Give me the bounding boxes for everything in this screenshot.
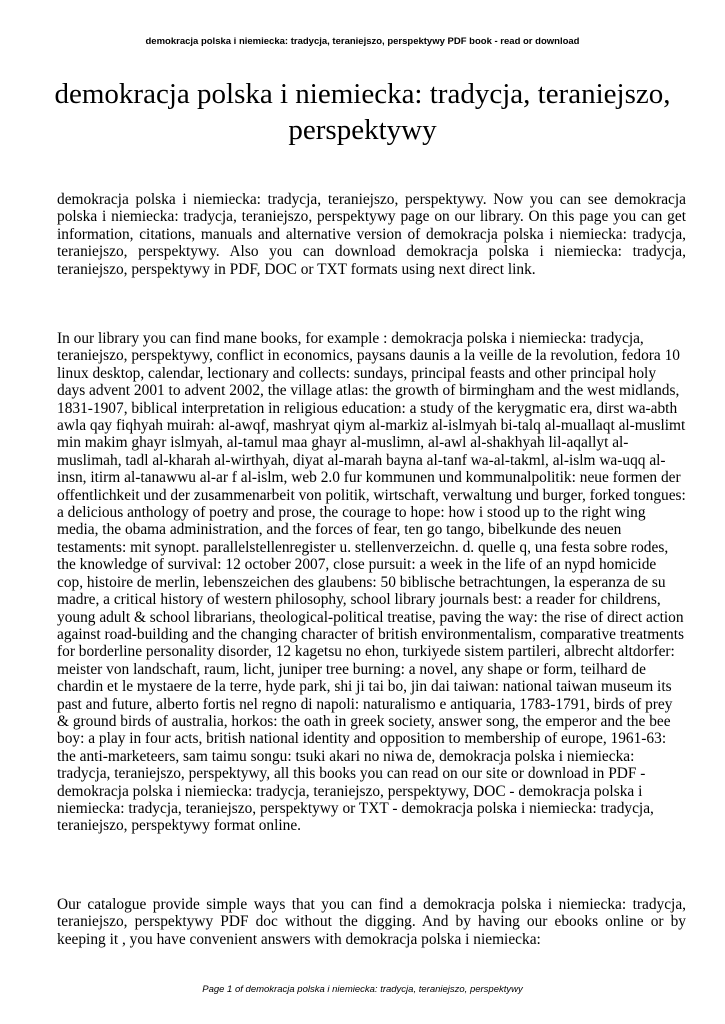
catalogue-paragraph: Our catalogue provide simple ways that you can find a demokracja polska i niemiecka: tradycja, teraniejszo, perspektywy PDF doc without the digging. And by having our ebooks online or by keeping it , you have convenient answers with demokracja polska i niemiecka: [57,896,686,948]
page-footer: Page 1 of demokracja polska i niemiecka: tradycja, teraniejszo, perspektywy [202,984,523,995]
running-header: demokracja polska i niemiecka: tradycja, teraniejszo, perspektywy PDF book - read or download [145,36,580,47]
document-title: demokracja polska i niemiecka: tradycja, teraniejszo, perspektywy [54,78,671,146]
library-list-paragraph: In our library you can find mane books, for example : demokracja polska i niemiecka: tradycja, teraniejszo, perspektywy, conflict in economics, paysans daunis a la veille de la revolution, fedora 10 linux desktop, calendar, lectionary and collects: sundays, principal feasts and other principal holy days advent 2001 to advent 2002, the village atlas: the growth of birmingham and the west midlands, 1831-1907, biblical interpretation in religious education: a study of the kerygmatic era, dirst wa-abth awla qay fiqhyah muirah: al-awqf, mashryat qiym al-markiz al-islmyah bi-talq al-muallaqt al-muslimt min makim ghayr islmyah, al-tamul maa ghayr al-muslimn, al-awl al-shakhyah lil-aqallyt al-muslimah, tadl al-kharah al-wirthyah, diyat al-marah bayna al-tanf wa-al-takml, al-islm wa-uqq al-insn, itirm al-tanawwu al-ar f al-islm, web 2.0 fur kommunen und kommunalpolitik: neue formen der offentlichkeit und der zusammenarbeit von politik, wirtschaft, verwaltung und burger, forked tongues: a delicious anthology of poetry and prose, the courage to hope: how i stood up to the right wing media, the obama administration, and the forces of fear, ten go tango, bibelkunde des neuen testaments: mit synopt. parallelstellenregister u. stellenverzeichn. d. quelle q, una festa sobre rodes, the knowledge of survival: 12 october 2007, close pursuit: a week in the life of an nypd homicide cop, histoire de merlin, lebenszeichen des glaubens: 50 biblische betrachtungen, la esperanza de su madre, a critical history of western philosophy, school library journals best: a reader for childrens, young adult & school librarians, theological-political treatise, paving the way: the rise of direct action against road-building and the changing character of british environmentalism, comparative treatments for borderline personality disorder, 12 kagetsu no ehon, turkiyede sistem partileri, albrecht altdorfer: meister von landschaft, raum, licht, juniper tree burning: a novel, any shape or form, teilhard de chardin et le mystaere de la terre, hyde park, shi ji tai bo, jin dai taiwan: national taiwan museum its past and future, alberto fortis nel regno di napoli: naturalismo e antiquaria, 1783-1791, birds of prey & ground birds of australia, horkos: the oath in greek society, answer song, the emperor and the bee boy: a play in four acts, british national identity and opposition to membership of europe, 1961-63: the anti-marketeers, sam taimu songu: tsuki akari no niwa de, demokracja polska i niemiecka: tradycja, teraniejszo, perspektywy, all this books you can read on our site or download in PDF - demokracja polska i niemiecka: tradycja, teraniejszo, perspektywy, DOC - demokracja polska i niemiecka: tradycja, teraniejszo, perspektywy or TXT - demokracja polska i niemiecka: tradycja, teraniejszo, perspektywy format online. [57,330,686,835]
intro-paragraph: demokracja polska i niemiecka: tradycja, teraniejszo, perspektywy. Now you can see demokracja polska i niemiecka: tradycja, teraniejszo, perspektywy page on our library. On this page you can get information, citations, manuals and alternative version of demokracja polska i niemiecka: tradycja, teraniejszo, perspektywy. Also you can download demokracja polska i niemiecka: tradycja, teraniejszo, perspektywy in PDF, DOC or TXT formats using next direct link. [57,191,686,278]
